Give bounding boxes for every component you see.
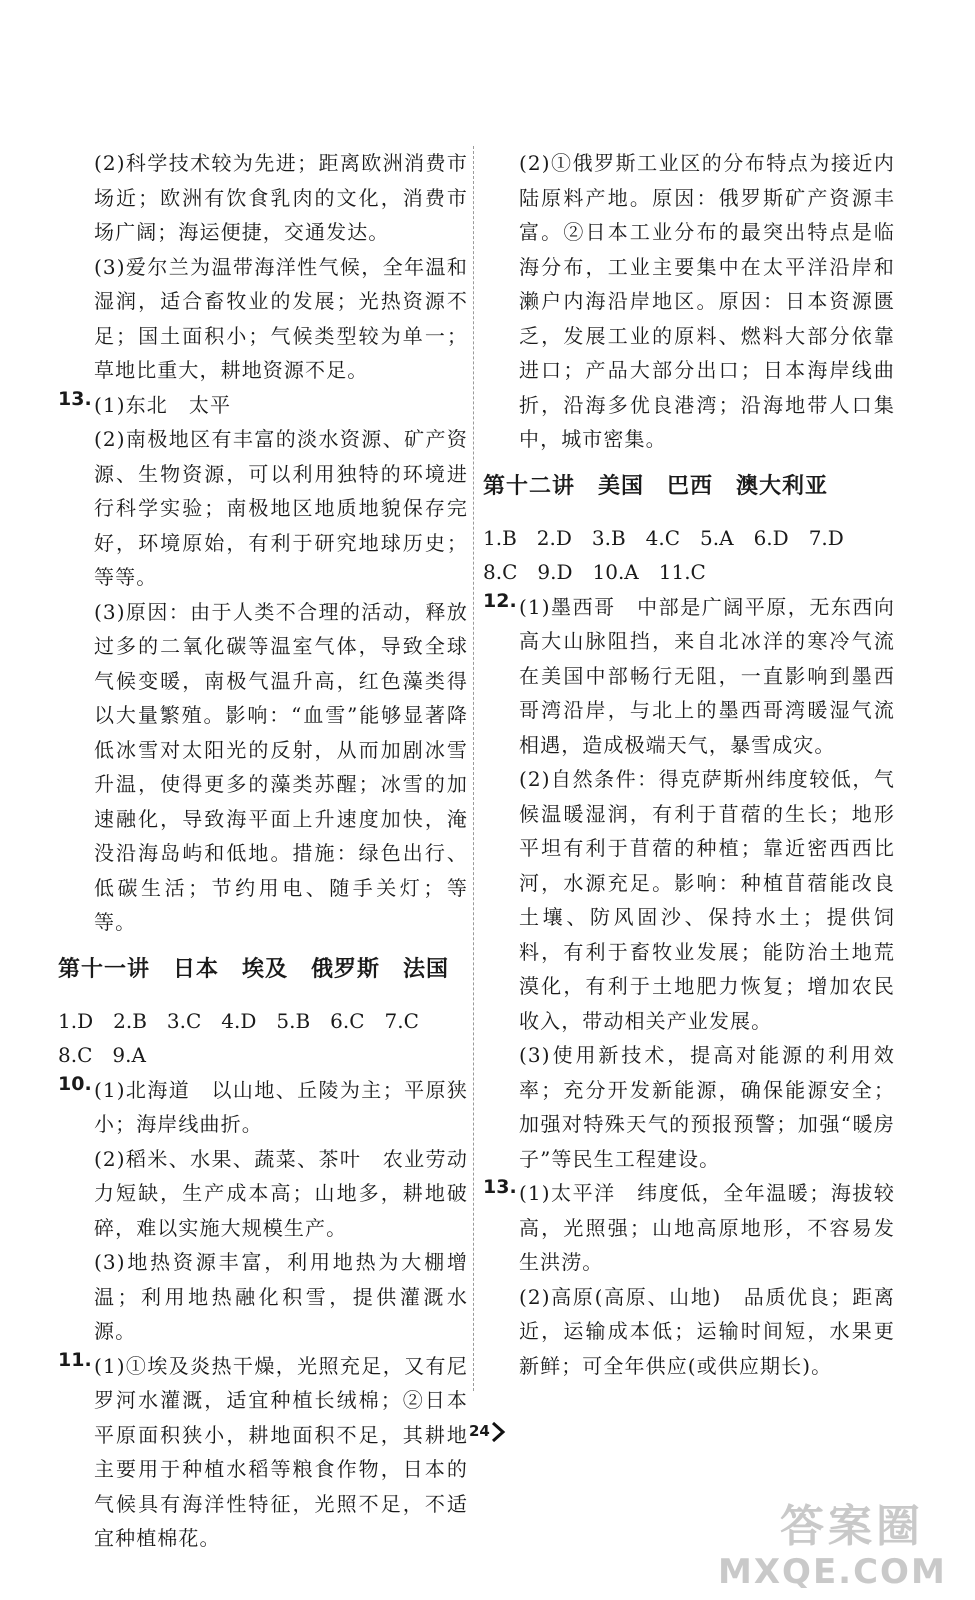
answer-10-2: (2)稻米、水果、蔬菜、茶叶 农业劳动力短缺，生产成本高；山地多，耕地破碎，难以实施大规模生产。 [94,1146,468,1240]
question-11 [58,1349,468,1556]
answer-11-1: (1)①埃及炎热干燥，光照充足，又有尼罗河水灌溉，适宜种植长绒棉；②日本平原面积狭小，耕地面积不足，其耕地主要用于种植水稻等粮食作物，日本的气候具有海洋性特征，光照不足，不适宜种植棉花。 [94,1353,468,1550]
answer-13-2: (2)高原(高原、山地) 品质优良；距离近，运输成本低；运输时间短，水果更新鲜；可全年供应(或供应期长)。 [519,1284,895,1378]
question-number: 13. [483,1176,517,1198]
page-number-text: 24 [469,1422,490,1440]
question-10 [58,1073,468,1349]
answer-10-3: (3)地热资源丰富，利用地热为大棚增温；利用地热融化积雪，提供灌溉水源。 [94,1250,468,1343]
chevron-right-icon [491,1421,507,1443]
answer-13-1: (1)东北 太平 [94,392,232,417]
column-divider [473,146,474,1391]
answer-13-1: (1)太平洋 纬度低，全年温暖；海拔较高，光照强；山地高原地形，不容易发生洪涝。 [519,1181,895,1274]
choice-answers-line-1: 1.B 2.D 3.B 4.C 5.A 6.D 7.D [483,525,844,550]
answer-12-2: (2)自然条件：得克萨斯州纬度较低，气候温暖湿润，有利于苜蓿的生长；地形平坦有利于苜蓿的种植；靠近密西西比河，水源充足。影响：种植苜蓿能改良土壤、防风固沙、保持水土；提供饲料，有利于畜牧业发展；能防治土地荒漠化，有利于土地肥力恢复；增加农民收入，带动相关产业发展。 [519,767,895,1033]
answer-12-1: (1)墨西哥 中部是广阔平原，无东西向高大山脉阻挡，来自北冰洋的寒冷气流在美国中部畅行无阻，一直影响到墨西哥湾沿岸，与北上的墨西哥湾暖湿气流相遇，造成极端天气，暴雪成灾。 [519,594,895,757]
question-13 [483,1176,895,1383]
answer-10-1: (1)北海道 以山地、丘陵为主；平原狭小；海岸线曲折。 [94,1077,468,1136]
answer-13-3: (3)原因：由于人类不合理的活动，释放过多的二氧化碳等温室气体，导致全球气候变暖，南极气温升高，红色藻类得以大量繁殖。影响：“血雪”能够显著降低冰雪对太阳光的反射，从而加剧冰雪升温，使得更多的藻类苏醒；冰雪的加速融化，导致海平面上升速度加快，淹没沿海岛屿和低地。措施：绿色出行、低碳生活；节约用电、随手关灯；等等。 [94,599,468,934]
question-number: 12. [483,589,517,612]
choice-answers-line-2: 8.C 9.D 10.A 11.C [483,560,706,584]
answer-12-2: (2)科学技术较为先进；距离欧洲消费市场近；欧洲有饮食乳肉的文化，消费市场广阔；海运便捷，交通发达。 [94,151,468,244]
question-number: 11. [58,1348,92,1371]
watermark-url: MXQE.COM [718,1552,947,1592]
watermark [708,1490,968,1600]
question-number: 13. [58,387,92,410]
question-number: 10. [58,1072,92,1095]
section-heading-11: 第十一讲 日本 埃及 俄罗斯 法国 [58,956,450,982]
right-column [483,146,895,1383]
answer-12-3: (3)使用新技术，提高对能源的利用效率；充分开发新能源，确保能源安全；加强对特殊天气的预报预警；加强“暖房子”等民生工程建设。 [519,1043,895,1171]
answer-12-3: (3)爱尔兰为温带海洋性气候，全年温和湿润，适合畜牧业的发展；光热资源不足；国土面积小；气候类型较为单一；草地比重大，耕地资源不足。 [94,254,468,382]
section-heading-12: 第十二讲 美国 巴西 澳大利亚 [483,473,829,499]
answer-13-2: (2)南极地区有丰富的淡水资源、矿产资源、生物资源，可以利用独特的环境进行科学实验；南极地区地质地貌保存完好，环境原始，有利于研究地球历史；等等。 [94,427,468,589]
page-number [469,1421,509,1443]
choice-answers-line-1: 1.D 2.B 3.C 4.D 5.B 6.C 7.C [58,1008,419,1033]
choice-answers-line-2: 8.C 9.A [58,1043,146,1067]
watermark-logo-text: 答案圈 [780,1501,924,1552]
question-12 [483,590,895,1177]
question-13 [58,388,468,940]
answer-11-2: (2)①俄罗斯工业区的分布特点为接近内陆原料产地。原因：俄罗斯矿产资源丰富。②日本工业分布的最突出特点是临海分布，工业主要集中在太平洋沿岸和濑户内海沿岸地区。原因：日本资源匮乏，发展工业的原料、燃料大部分依靠进口；产品大部分出口；日本海岸线曲折，沿海多优良港湾；沿海地带人口集中，城市密集。 [519,151,895,451]
left-column [58,146,468,1556]
